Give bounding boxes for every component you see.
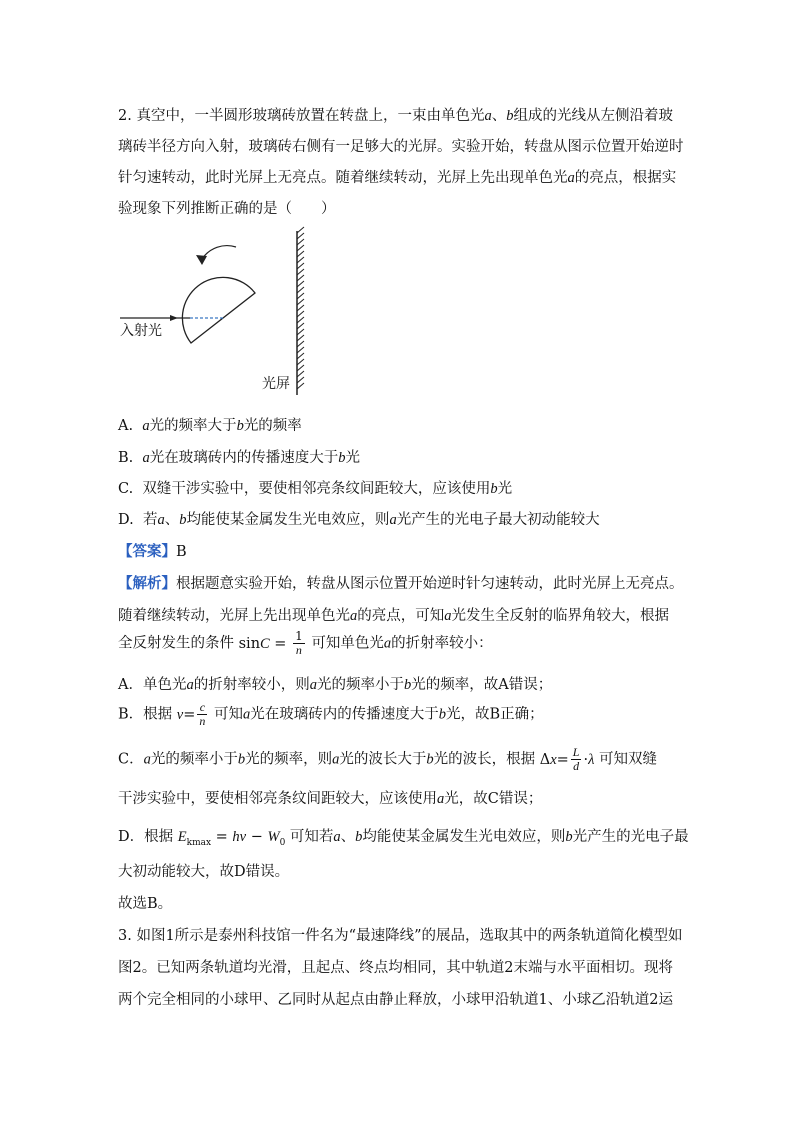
option-d: D. 若a、b均能使某金属发生光电效应，则a光产生的光电子最大初动能较大 (118, 512, 600, 528)
q2-stem-line-3: 针匀速转动，此时光屏上无亮点。随着继续转动，光屏上先出现单色光a的亮点，根据实 (118, 170, 677, 186)
screen-hatching (297, 227, 304, 389)
incident-label: 入射光 (120, 323, 162, 339)
hatch-mark (297, 257, 304, 263)
hatch-mark (297, 263, 304, 269)
rotation-arc (202, 246, 236, 259)
q3-line-1: 3. 如图1所示是泰州科技馆一件名为“最速降线”的展品，选取其中的两条轨道简化模型如 (118, 928, 683, 944)
hatch-mark (297, 287, 304, 293)
hatch-mark (297, 239, 304, 245)
analysis-b: B．根据 v= $\frac{c}{n}$ 可知a光在玻璃砖内的传播速度大于b光，故B正确； (118, 700, 544, 728)
hatch-mark (297, 341, 304, 347)
analysis-tag: 【解析】 (118, 575, 176, 592)
option-a: A. a光的频率大于b光的频率 (118, 418, 302, 434)
answer-tag: 【答案】 (118, 543, 176, 560)
analysis-line-1: 【解析】根据题意实验开始，转盘从图示位置开始逆时针匀速转动，此时光屏上无亮点。 (118, 575, 684, 592)
hatch-mark (297, 251, 304, 257)
hatch-mark (297, 227, 304, 233)
formula-sinc: sinC = $\frac{1}{n}$ (238, 629, 303, 657)
answer-line (118, 540, 187, 561)
option-c: C. 双缝干涉实验中，要使相邻亮条纹间距较大，应该使用b光 (118, 481, 513, 497)
counterclockwise-arrow-icon (196, 255, 207, 265)
hatch-mark (297, 293, 304, 299)
analysis-d: D．根据 $E_{kmax} = h\nu - W_0$ 可知若a、b均能使某金属发生光电效应，则b光产生的光电子最 (118, 829, 689, 848)
hatch-mark (297, 269, 304, 275)
hatch-mark (297, 317, 304, 323)
glass-brick-shape (182, 277, 255, 343)
q3-line-2: 图2。已知两条轨道均光滑，且起点、终点均相同，其中轨道2末端与水平面相切。现将 (118, 960, 673, 976)
hatch-mark (297, 275, 304, 281)
answer-value: B (176, 544, 187, 560)
q2-figure (112, 225, 332, 400)
q2-stem-line-2: 璃砖半径方向入射，玻璃砖右侧有一足够大的光屏。实验开始，转盘从图示位置开始逆时 (118, 139, 684, 155)
analysis-line-2: 随着继续转动，光屏上先出现单色光a的亮点，可知a光发生全反射的临界角较大，根据 (118, 608, 669, 624)
hatch-mark (297, 353, 304, 359)
hatch-mark (297, 323, 304, 329)
analysis-c: C．a光的频率小于b光的频率，则a光的波长大于b光的波长，根据 Δx= $\frac{L}{d}$ ·λ 可知双缝 (118, 745, 657, 773)
hatch-mark (297, 305, 304, 311)
hatch-mark (297, 383, 304, 389)
hatch-mark (297, 281, 304, 287)
hatch-mark (297, 377, 304, 383)
hatch-mark (297, 359, 304, 365)
analysis-d-2: 大初动能较大，故D错误。 (118, 864, 290, 880)
hatch-mark (297, 311, 304, 317)
q3-line-3: 两个完全相同的小球甲、乙同时从起点由静止释放，小球甲沿轨道1、小球乙沿轨道2运 (118, 992, 673, 1008)
formula-delta-x: Δx= $\frac{L}{d}$ ·λ (539, 745, 595, 773)
screen-label: 光屏 (262, 376, 290, 392)
analysis-a: A．单色光a的折射率较小，则a光的频率小于b光的频率，故A错误； (118, 677, 553, 693)
hatch-mark (297, 233, 304, 239)
conclusion: 故选B。 (118, 896, 173, 912)
hatch-mark (297, 365, 304, 371)
hatch-mark (297, 245, 304, 251)
hatch-mark (297, 347, 304, 353)
hatch-mark (297, 299, 304, 305)
q2-stem-line-4: 验现象下列推断正确的是（ ） (118, 201, 336, 217)
formula-ekmax: $E_{kmax} = h\nu - W_0$ (177, 829, 286, 848)
analysis-line-3: 全反射发生的条件 sinC = $\frac{1}{n}$ 可知单色光a的折射率较小： (118, 629, 493, 657)
formula-v-c-n: v= $\frac{c}{n}$ (176, 700, 206, 728)
ray-arrow-icon (170, 315, 178, 321)
option-b: B. a光在玻璃砖内的传播速度大于b光 (118, 450, 360, 466)
hatch-mark (297, 371, 304, 377)
hatch-mark (297, 329, 304, 335)
hatch-mark (297, 335, 304, 341)
q2-stem-line-1: 2. 真空中，一半圆形玻璃砖放置在转盘上，一束由单色光a、b组成的光线从左侧沿着玻 (118, 108, 673, 124)
analysis-c-2: 干涉实验中，要使相邻亮条纹间距较大，应该使用a光，故C错误； (118, 791, 543, 807)
